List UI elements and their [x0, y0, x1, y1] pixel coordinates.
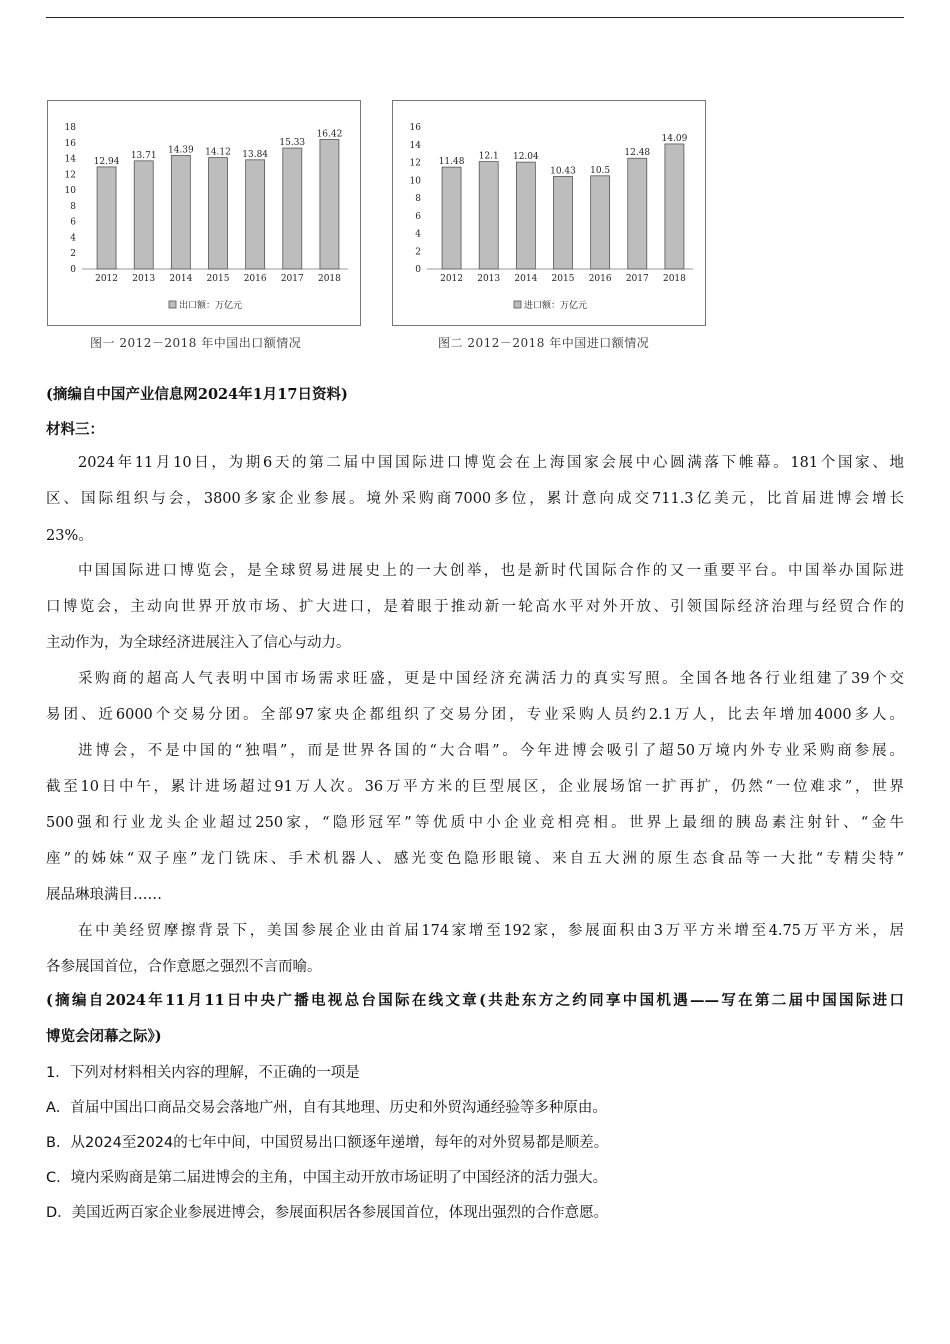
- bar: [516, 162, 535, 269]
- bar: [479, 162, 498, 269]
- material-3-heading: 材料三：: [46, 421, 104, 438]
- y-tick-label: 12: [409, 158, 421, 169]
- legend-label: 出口额：万亿元: [179, 301, 243, 311]
- y-tick-label: 14: [64, 154, 76, 165]
- data-label: 13.84: [242, 149, 269, 160]
- paragraph-4-line-2: 截至10日中午，累计进场超过91万人次。36万平方米的巨型展区，企业展场馆一扩再扩，仍然“一位难求”，世界: [46, 779, 904, 795]
- x-tick-label: 2015: [206, 274, 230, 284]
- data-label: 15.33: [279, 138, 306, 149]
- option-b: B．从2024至2024的七年中间，中国贸易出口额逐年递增，每年的对外贸易都是顺差。: [46, 1135, 609, 1151]
- paragraph-4-line-4: 座”的姊妹“双子座”龙门铣床、手术机器人、感光变色隐形眼镜、来自五大洲的原生态食品等一大批“专精尖特”: [46, 851, 904, 867]
- paragraph-5-line-1: 在中美经贸摩擦背景下，美国参展企业由首届174家增至192家，参展面积由3万平方米增至4.75万平方米，居: [78, 923, 904, 939]
- source-note-1: (摘编自中国产业信息网2024年1月17日资料): [46, 386, 348, 403]
- bar: [554, 176, 573, 269]
- x-tick-label: 2013: [477, 274, 501, 284]
- x-tick-label: 2012: [440, 274, 464, 284]
- legend-label: 进口额：万亿元: [524, 301, 588, 311]
- bar: [134, 161, 153, 269]
- data-label: 11.48: [438, 157, 465, 168]
- data-label: 14.09: [661, 133, 688, 144]
- paragraph-4-line-1: 进博会，不是中国的“独唱”，而是世界各国的“大合唱”。今年进博会吸引了超50万境内外专业采购商参展。: [78, 743, 904, 759]
- y-tick-label: 18: [64, 123, 76, 133]
- data-label: 10.5: [590, 165, 611, 176]
- x-tick-label: 2012: [95, 274, 119, 284]
- header-rule: [46, 17, 904, 18]
- data-label: 12.48: [624, 148, 651, 159]
- x-tick-label: 2016: [243, 274, 267, 284]
- legend-swatch: [169, 301, 176, 308]
- data-label: 13.71: [130, 150, 157, 161]
- option-d: D．美国近两百家企业参展进博会，参展面积居各参展国首位，体现出强烈的合作意愿。: [46, 1205, 609, 1221]
- bar: [628, 158, 647, 269]
- y-tick-label: 4: [70, 233, 76, 244]
- paragraph-2-line-1: 中国国际进口博览会，是全球贸易进展史上的一大创举，也是新时代国际合作的又一重要平台。中国举办国际进: [78, 563, 904, 579]
- x-tick-label: 2014: [514, 274, 538, 284]
- y-tick-label: 14: [409, 140, 421, 151]
- bar: [246, 160, 265, 269]
- y-tick-label: 6: [415, 211, 421, 222]
- bar: [97, 167, 116, 269]
- bar: [591, 176, 610, 269]
- x-tick-label: 2017: [280, 274, 304, 284]
- bar: [665, 144, 684, 269]
- paragraph-1-line-2: 区、国际组织与会，3800多家企业参展。境外采购商7000多位，累计意向成交711.3亿美元，比首届进博会增长: [46, 491, 904, 507]
- bar: [209, 158, 228, 269]
- y-tick-label: 8: [415, 194, 421, 204]
- y-tick-label: 10: [64, 186, 76, 197]
- y-tick-label: 8: [70, 201, 76, 212]
- data-label: 12.94: [93, 156, 120, 167]
- data-label: 10.43: [550, 166, 576, 177]
- figure2-caption: 图二 2012－2018 年中国进口额情况: [438, 336, 650, 350]
- option-a: A．首届中国出口商品交易会落地广州，自有其地理、历史和外贸沟通经验等多种原由。: [46, 1100, 607, 1116]
- x-tick-label: 2017: [625, 274, 649, 284]
- paragraph-1-line-3: 23%。: [46, 528, 93, 544]
- source-note-2-line-2: 博览会闭幕之际》): [46, 1028, 162, 1045]
- paragraph-3-line-2: 易团、近6000个交易分团。全部97家央企都组织了交易分团，专业采购人员约2.1万人，比去年增加4000多人。: [46, 707, 904, 723]
- option-c: C．境内采购商是第二届进博会的主角，中国主动开放市场证明了中国经济的活力强大。: [46, 1170, 608, 1186]
- y-tick-label: 16: [64, 138, 76, 149]
- y-tick-label: 2: [70, 249, 76, 260]
- x-tick-label: 2014: [169, 274, 193, 284]
- paragraph-3-line-1: 采购商的超高人气表明中国市场需求旺盛，更是中国经济充满活力的真实写照。全国各地各行业组建了39个交: [78, 671, 904, 687]
- import-bar-chart: [393, 101, 705, 325]
- x-tick-label: 2018: [662, 274, 686, 284]
- y-tick-label: 12: [64, 170, 76, 181]
- x-tick-label: 2016: [588, 274, 612, 284]
- export-bar-chart: [48, 101, 360, 325]
- data-label: 12.04: [512, 152, 539, 163]
- y-tick-label: 10: [409, 176, 421, 187]
- data-label: 14.12: [205, 147, 231, 158]
- y-tick-label: 2: [415, 247, 421, 258]
- paragraph-2-line-2: 口博览会，主动向世界开放市场、扩大进口，是着眼于推动新一轮高水平对外开放、引领国际经济治理与经贸合作的: [46, 599, 904, 615]
- bar: [283, 148, 302, 269]
- y-tick-label: 16: [409, 123, 421, 133]
- export-chart: [47, 100, 361, 326]
- data-label: 14.39: [167, 145, 194, 156]
- x-tick-label: 2018: [317, 274, 341, 284]
- bar: [320, 139, 339, 269]
- y-tick-label: 4: [415, 229, 421, 240]
- import-chart: [392, 100, 706, 326]
- data-label: 16.42: [316, 129, 343, 140]
- paragraph-1-line-1: 2024年11月10日，为期6天的第二届中国国际进口博览会在上海国家会展中心圆满落下帷幕。181个国家、地: [78, 455, 904, 471]
- source-note-2-line-1: (摘编自2024年11月11日中央广播电视总台国际在线文章(共赴东方之约同享中国机遇——写在第二届中国国际进口: [46, 992, 904, 1009]
- bar: [442, 167, 461, 269]
- bar: [171, 155, 190, 269]
- y-tick-label: 6: [70, 217, 76, 228]
- paragraph-2-line-3: 主动作为，为全球经济进展注入了信心与动力。: [46, 635, 351, 651]
- figure1-caption: 图一 2012－2018 年中国出口额情况: [90, 336, 302, 350]
- x-tick-label: 2013: [132, 274, 156, 284]
- legend-swatch: [514, 301, 521, 308]
- y-tick-label: 0: [415, 265, 421, 275]
- paragraph-4-line-3: 500强和行业龙头企业超过250家，“隐形冠军”等优质中小企业竞相亮相。世界上最细的胰岛素注射针、“金牛: [46, 815, 904, 831]
- question-stem: 1．下列对材料相关内容的理解，不正确的一项是: [46, 1065, 360, 1081]
- data-label: 12.1: [478, 151, 499, 162]
- paragraph-4-line-5: 展品琳琅满目……: [46, 887, 162, 903]
- y-tick-label: 0: [70, 265, 76, 275]
- x-tick-label: 2015: [551, 274, 575, 284]
- paragraph-5-line-2: 各参展国首位，合作意愿之强烈不言而喻。: [46, 959, 322, 975]
